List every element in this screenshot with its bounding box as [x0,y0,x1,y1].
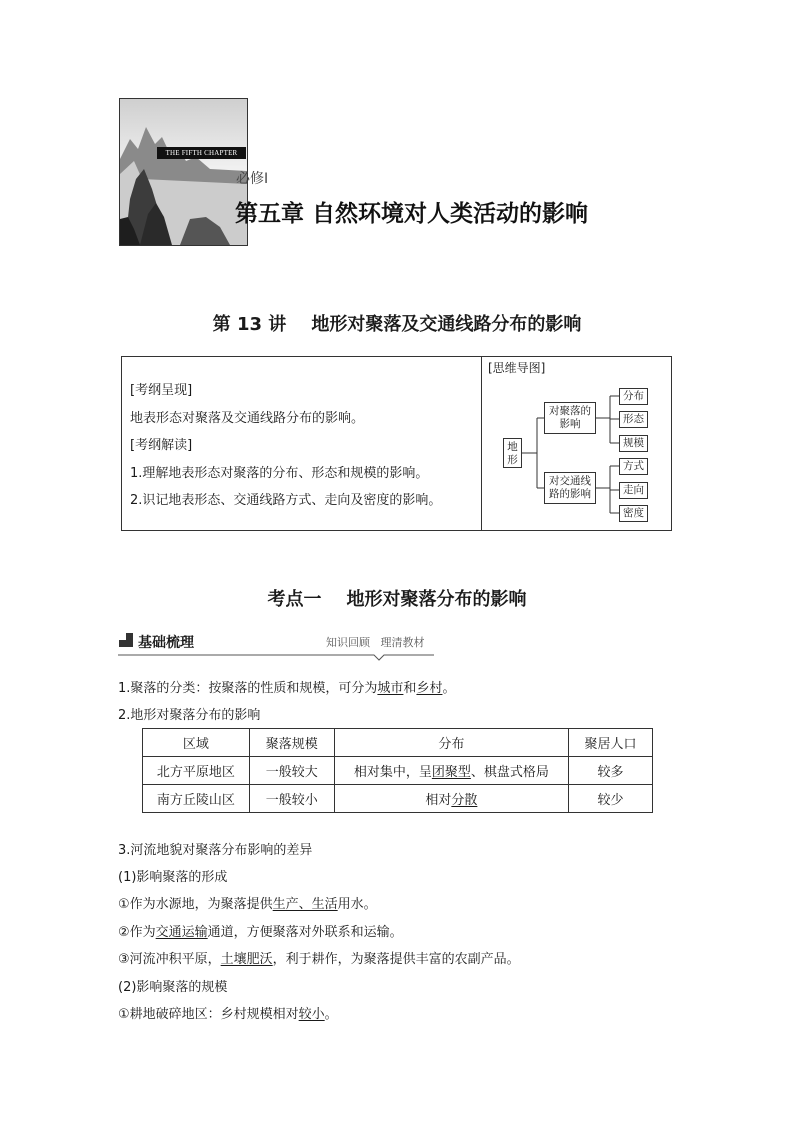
table-cell: 一般较大 [249,757,334,785]
subject-label: 必修Ⅰ [236,171,269,187]
paragraph-fragmented-land: ①耕地破碎地区：乡村规模相对较小。 [118,1007,338,1022]
section-title: 考点一 地形对聚落分布的影响 [267,589,527,610]
interpretation-heading: [考纲解读] [130,438,193,453]
banner-title: 基础梳理 [138,635,194,651]
interpretation-item: 2.识记地表形态、交通线路方式、走向及密度的影响。 [130,493,442,508]
answer-smaller: 较小 [298,1007,325,1022]
paragraph-transport: ②作为交通运输通道，方便聚落对外联系和运输。 [118,925,403,940]
table-cell: 一般较小 [249,785,334,813]
answer-village: 乡村 [416,681,443,696]
table-header-row [143,729,653,757]
mindmap-branch-transport: 对交通线路的影响 [544,472,596,504]
answer-clustered: 团聚型 [431,765,471,780]
lecture-title: 第 13 讲 地形对聚落及交通线路分布的影响 [212,314,582,335]
syllabus-box [121,356,672,531]
paragraph-scale-heading: (2)影响聚落的规模 [118,980,228,995]
answer-production-life: 生产、生活 [272,897,338,912]
mindmap-root: 地形 [503,438,522,468]
chapter-tag: THE FIFTH CHAPTER [157,147,246,159]
table-header: 区域 [143,729,250,757]
syllabus-heading: [考纲呈现] [130,383,193,398]
banner-subtitle: 知识回顾 理清教材 [326,636,425,649]
table-header: 聚落规模 [249,729,334,757]
table-cell: 北方平原地区 [143,757,250,785]
paragraph-settlement-types: 1.聚落的分类：按聚落的性质和规模，可分为城市和乡村。 [118,681,456,696]
mindmap-leaf-density: 密度 [619,505,648,522]
table-row [143,757,653,785]
table-cell: 相对分散 [334,785,569,813]
table-row [143,785,653,813]
table-header: 聚居人口 [569,729,653,757]
banner-square-notch [119,633,126,640]
paragraph-floodplain: ③河流冲积平原，土壤肥沃，利于耕作，为聚落提供丰富的农副产品。 [118,952,520,967]
answer-fertile-soil: 土壤肥沃 [220,952,273,967]
table-cell: 相对集中，呈团聚型、棋盘式格局 [334,757,569,785]
chapter-title: 第五章 自然环境对人类活动的影响 [235,201,589,227]
syllabus-statement: 地表形态对聚落及交通线路分布的影响。 [130,410,365,426]
table-cell: 南方丘陵山区 [143,785,250,813]
interpretation-item: 1.理解地表形态对聚落的分布、形态和规模的影响。 [130,465,429,481]
syllabus-text [130,377,441,515]
banner-underline [118,653,434,661]
chapter-cover-image [119,98,248,246]
mindmap-leaf-form: 形态 [619,411,648,428]
mindmap-leaf-direction: 走向 [619,482,648,499]
table-cell: 较少 [569,785,653,813]
terrain-settlement-table [142,728,653,813]
paragraph-terrain-heading: 2.地形对聚落分布的影响 [118,708,261,723]
table-cell: 较多 [569,757,653,785]
paragraph-water-source: ①作为水源地，为聚落提供生产、生活用水。 [118,897,377,912]
mindmap-title: [思维导图] [488,361,546,375]
answer-city: 城市 [377,681,404,696]
paragraph-river-heading: 3.河流地貌对聚落分布影响的差异 [118,843,313,858]
mindmap-leaf-mode: 方式 [619,458,648,475]
mindmap-leaf-distribution: 分布 [619,388,648,405]
answer-scattered: 分散 [451,793,478,808]
paragraph-formation: (1)影响聚落的形成 [118,870,228,885]
answer-transport: 交通运输 [155,925,208,940]
table-header: 分布 [334,729,569,757]
mindmap-leaf-scale: 规模 [619,435,648,452]
mindmap-branch-settlement: 对聚落的影响 [544,402,596,434]
